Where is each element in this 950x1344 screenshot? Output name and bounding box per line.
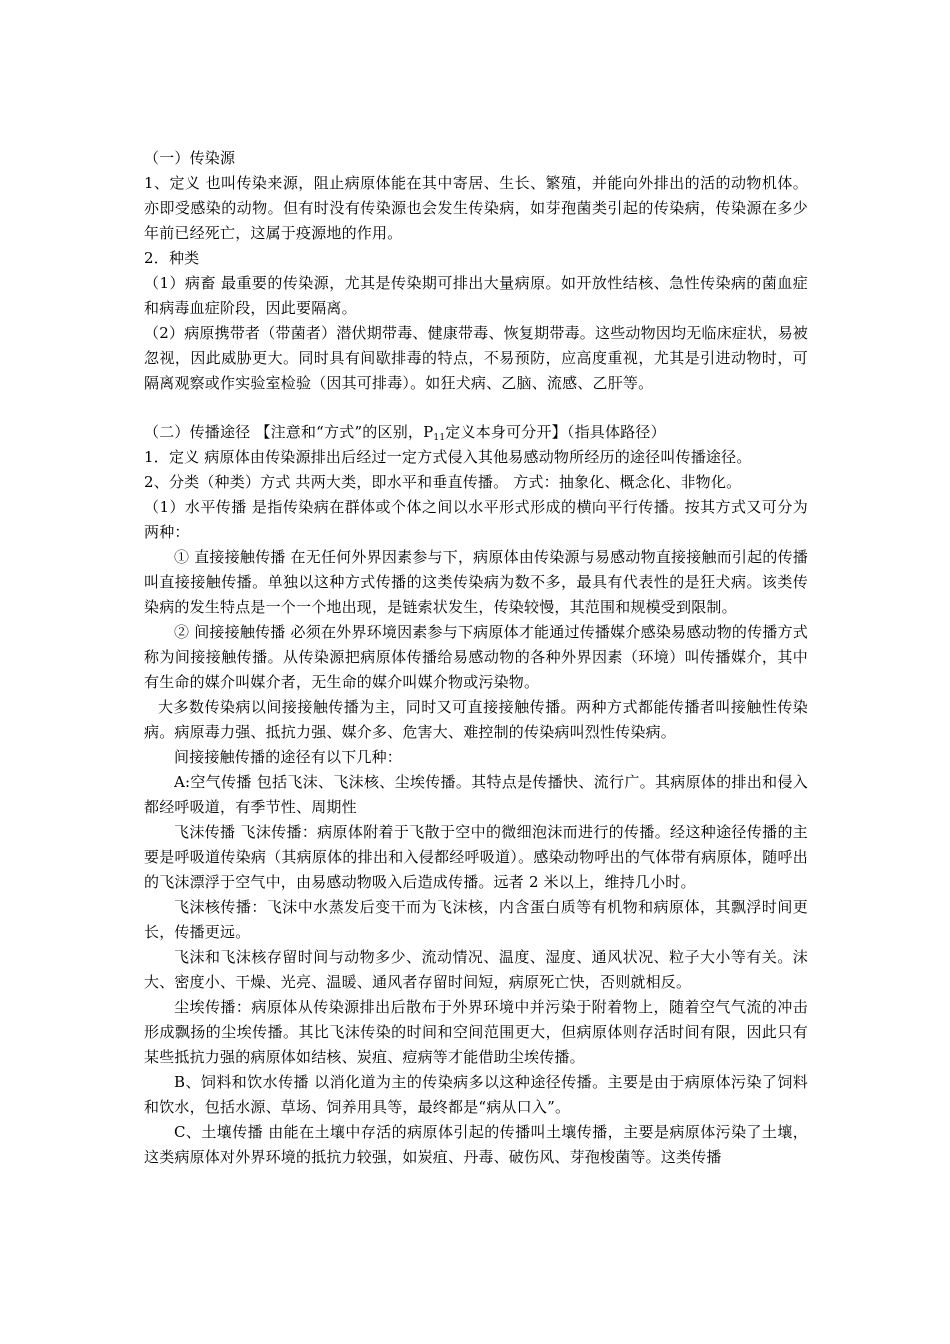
section-2-heading-subscript: 11 xyxy=(433,433,446,443)
section-2-heading-part-b: 定义本身可分开】（指具体路径） xyxy=(445,423,666,441)
section-2-classification: 2、分类（种类）方式 共两大类，即水平和垂直传播。 方式：抽象化、概念化、非物化。 xyxy=(144,473,742,491)
section-2-dust: 尘埃传播：病原体从传染源排出后散布于外界环境中并污染于附着物上，随着空气气流的冲击形成飘扬的尘埃传播。其比飞沫传染的时间和空间范围更大，但病原体则存活时间有限，因此只有某些抵抗力强的病原体如结核、炭疽、痘病等才能借助尘埃传播。 xyxy=(144,998,808,1066)
section-2-horizontal: （1）水平传播 是指传染病在群体或个体之间以水平形式形成的横向平行传播。按其方式又可分为两种： xyxy=(144,498,808,541)
section-2-heading xyxy=(144,420,808,445)
section-2-most-diseases: 大多数传染病以间接接触传播为主，同时又可直接接触传播。两种方式都能传播者叫接触性传染病。病原毒力强、抵抗力强、媒介多、危害大、难控制的传染病叫烈性传染病。 xyxy=(144,698,808,741)
section-2-definition: 1．定义 病原体由传染源排出后经过一定方式侵入其他易感动物所经历的途径叫传播途径。 xyxy=(144,448,752,466)
section-1-heading: （一）传染源 xyxy=(144,149,236,167)
section-1-definition: 1、定义 也叫传染来源，阻止病原体能在其中寄居、生长、繁殖，并能向外排出的活的动物机体。亦即受感染的动物。但有时没有传染源也会发生传染病，如芽孢菌类引起的传染病，传染源在多少年前已经死亡，这属于疫源地的作用。 xyxy=(144,174,808,242)
section-2-airborne: A:空气传播 包括飞沫、飞沫核、尘埃传播。其特点是传播快、流行广。其病原体的排出和侵入都经呼吸道，有季节性、周期性 xyxy=(144,773,808,816)
section-2-direct-contact: ① 直接接触传播 在无任何外界因素参与下，病原体由传染源与易感动物直接接触而引起的传播叫直接接触传播。单独以这种方式传播的这类传染病为数不多，最具有代表性的是狂犬病。该类传染病的发生特点是一个一个地出现，是链索状发生，传染较慢，其范围和规模受到限制。 xyxy=(144,548,808,616)
section-1-types-heading: 2．种类 xyxy=(144,249,200,267)
section-2-feed-water: B、饲料和饮水传播 以消化道为主的传染病多以这种途径传播。主要是由于病原体污染了饲料和饮水，包括水源、草场、饲养用具等，最终都是“病从口入”。 xyxy=(144,1073,808,1116)
section-2-factors: 飞沫和飞沫核存留时间与动物多少、流动情况、温度、湿度、通风状况、粒子大小等有关。沫大、密度小、干燥、光亮、温暖、通风者存留时间短，病原死亡快，否则就相反。 xyxy=(144,948,808,991)
section-2-indirect-contact: ② 间接接触传播 必须在外界环境因素参与下病原体才能通过传播媒介感染易感动物的传播方式称为间接接触传播。从传染源把病原体传播给易感动物的各种外界因素（环境）叫传播媒介，其中有生命的媒介叫媒介者，无生命的媒介叫媒介物或污染物。 xyxy=(144,623,808,691)
section-gap xyxy=(144,396,808,420)
section-2-droplet-nuclei: 飞沫核传播：飞沫中水蒸发后变干而为飞沫核，内含蛋白质等有机物和病原体，其飘浮时间更长，传播更远。 xyxy=(144,898,808,941)
document-body xyxy=(144,146,808,1170)
section-2-routes-intro: 间接接触传播的途径有以下几种： xyxy=(174,748,403,766)
section-1-type-carrier: （2）病原携带者（带菌者）潜伏期带毒、健康带毒、恢复期带毒。这些动物因均无临床症状，易被忽视，因此威胁更大。同时具有间歇排毒的特点，不易预防，应高度重视，尤其是引进动物时，可隔离观察或作实验室检验（因其可排毒）。如狂犬病、乙脑、流感、乙肝等。 xyxy=(144,324,808,392)
section-2-droplet: 飞沫传播 飞沫传播：病原体附着于飞散于空中的微细泡沫而进行的传播。经这种途径传播的主要是呼吸道传染病（其病原体的排出和入侵都经呼吸道）。感染动物呼出的气体带有病原体，随呼出的飞沫漂浮于空气中，由易感动物吸入后造成传播。远者 2 米以上，维持几小时。 xyxy=(144,823,808,891)
section-1-type-sick-animal: （1）病畜 最重要的传染源，尤其是传染期可排出大量病原。如开放性结核、急性传染病的菌血症和病毒血症阶段，因此要隔离。 xyxy=(144,274,808,317)
section-2-heading-part-a: （二）传播途径 【注意和“方式”的区别，P xyxy=(144,423,434,441)
section-2-soil: C、土壤传播 由能在土壤中存活的病原体引起的传播叫土壤传播，主要是病原体污染了土壤，这类病原体对外界环境的抵抗力较强，如炭疽、丹毒、破伤风、芽孢梭菌等。这类传播 xyxy=(144,1123,808,1166)
